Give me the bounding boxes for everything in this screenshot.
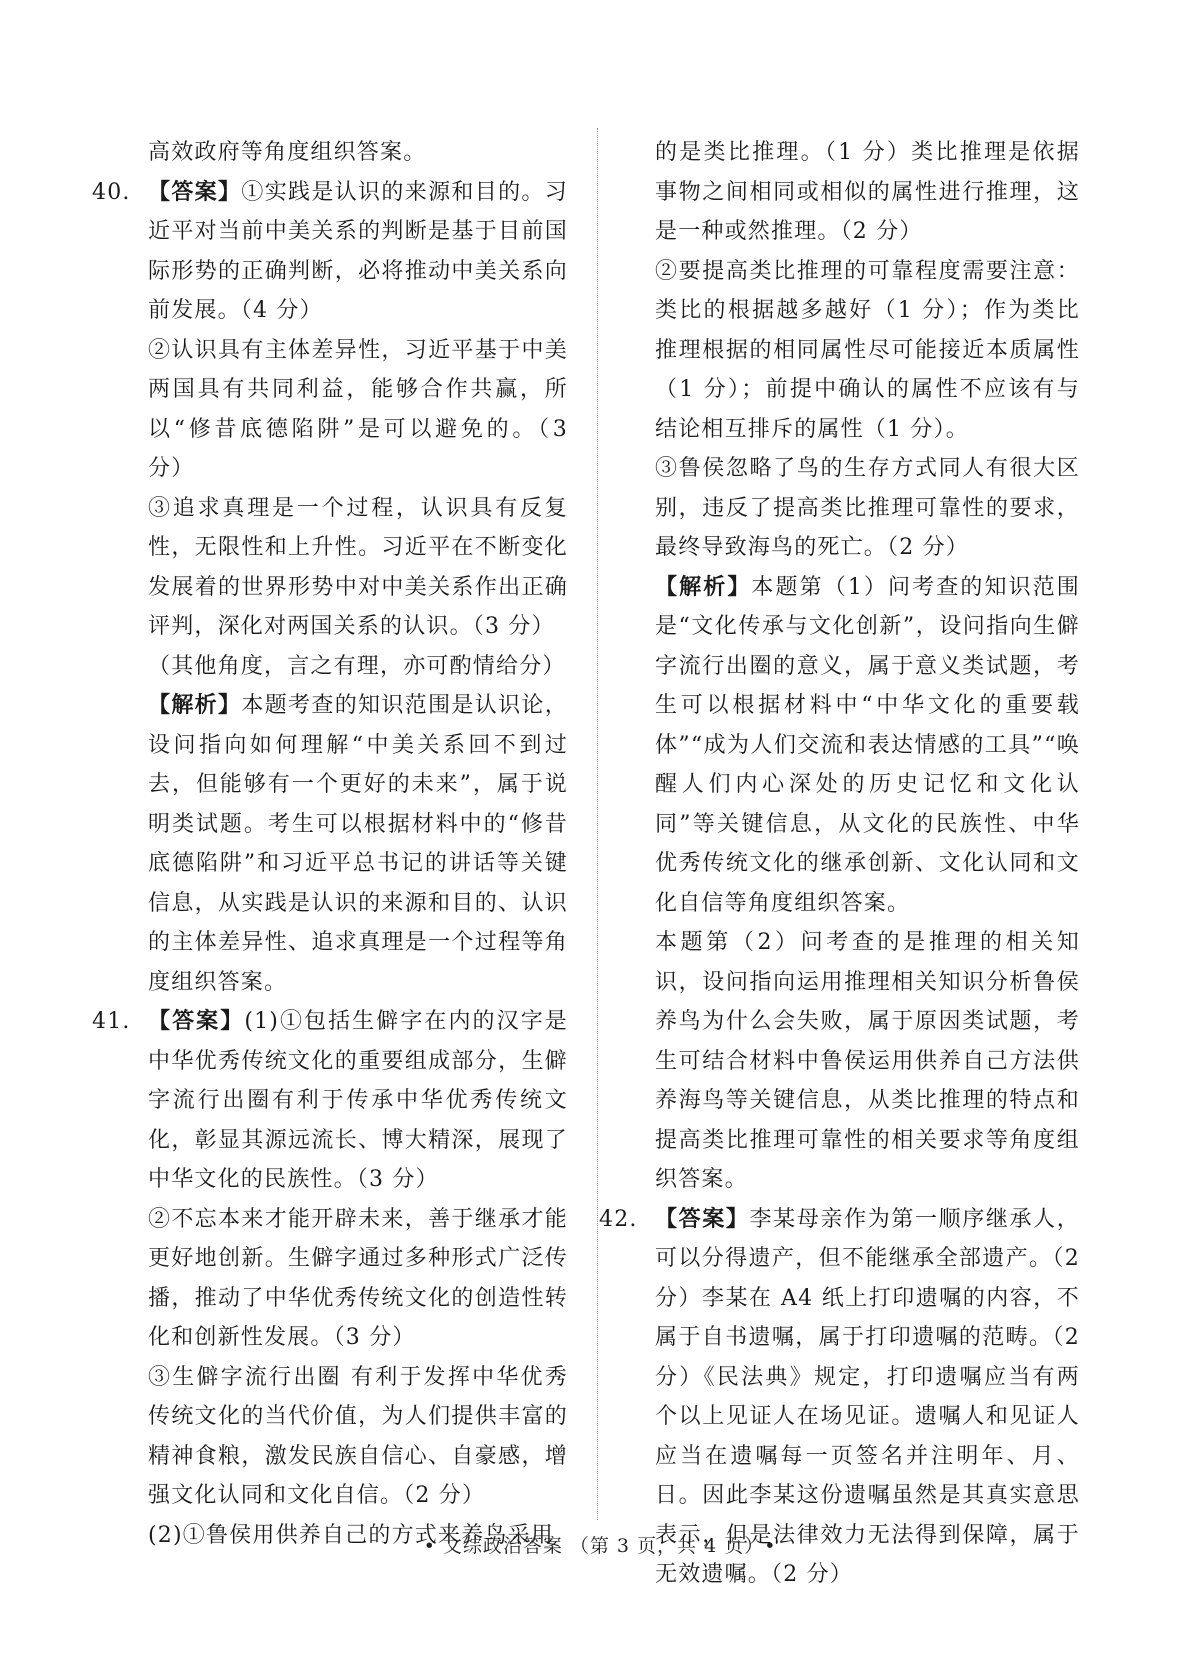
column-divider [597,128,598,1520]
analysis-paragraph-1 [655,568,1080,924]
answer-point-2: ②不忘本来才能开辟未来，善于继承才能更好地创新。生僻字通过多种形式广泛传播，推动了中华优秀传统文化的创造性转化和创新性发展。（3 分） [148,1206,568,1350]
answer-point-1 [148,1002,568,1200]
question-40 [92,173,568,1003]
answer-note: （其他角度，言之有理，亦可酌情给分） [148,653,566,679]
analysis-text: 本题第（1）问考查的知识范围是“文化传承与文化创新”，设问指向生僻字流行出圈的意义，属于意义类试题，考生可以根据材料中“中华文化的重要载体”“成为人们交流和表达情感的工具”“唤醒人们内心深处的历史记忆和文化认同”等关键信息，从文化的民族性、中华优秀传统文化的继承创新、文化认同和文化自信等角度组织答案。 [655,574,1080,916]
answer-tag: 【答案】 [148,179,242,205]
answer-tag: 【答案】 [148,1009,245,1034]
answer-point-3: ③生僻字流行出圈 有利于发挥中华优秀传统文化的当代价值，为人们提供丰富的精神食粮，激发民族自信心、自豪感，增强文化认同和文化自信。（2 分） [148,1364,568,1508]
question-number: 42. [599,1206,638,1232]
answer-continued: 的是类比推理。（1 分）类比推理是依据事物之间相同或相似的属性进行推理，这是一种或然推理。（2 分） [655,140,1080,244]
question-number: 41. [92,1009,131,1034]
continued-text: 高效政府等角度组织答案。 [148,140,427,165]
answer-point-3: ③追求真理是一个过程，认识具有反复性，无限性和上升性。习近平在不断变化发展着的世界形势中对中美关系作出正确评判，深化对两国关系的认识。（3 分） [148,495,568,639]
question-41 [92,1002,568,1555]
analysis-tag: 【解析】 [655,574,752,600]
left-column [92,133,568,1555]
analysis-paragraph-2: 本题第（2）问考查的是推理的相关知识，设问指向运用推理相关知识分析鲁侯养鸟为什么会失败，属于原因类试题，考生可结合材料中鲁侯运用供养自己方法供养海鸟等关键信息，从类比推理的特点和提高类比推理可靠性的相关要求等角度组织答案。 [655,930,1080,1192]
analysis-text: 本题考查的知识范围是认识论，设问指向如何理解“中美关系回不到过去，但能够有一个更好的未来”，属于说明类试题。考生可以根据材料中的“修昔底德陷阱”和习近平总书记的讲话等关键信息，从实践是认识的来源和目的、认识的主体差异性、追求真理是一个过程等角度组织答案。 [148,693,568,995]
analysis-tag: 【解析】 [148,693,242,718]
answer-tag: 【答案】 [655,1206,750,1232]
question-number: 40. [92,179,131,205]
answer-text: 李某母亲作为第一顺序继承人，可以分得遗产，但不能继承全部遗产。（2 分）李某在 A4 纸上打印遗嘱的内容，不属于自书遗嘱，属于打印遗嘱的范畴。（2 分）《民法典》规定，打印遗嘱应当有两个以上见证人在场见证。遗嘱人和见证人应当在遗嘱每一页签名并注明年、月、日。因此李某这份遗嘱虽然是其真实意思表示，但是法律效力无法得到保障，属于无效遗嘱。（2 分） [655,1206,1080,1587]
analysis-paragraph [148,686,568,1002]
page-footer: • 文综政治答案 （第 3 页，共 4 页）• [423,1535,777,1557]
answer-text: ①实践是认识的来源和目的。习近平对当前中美关系的判断是基于目前国际形势的正确判断，必将推动中美关系向前发展。（4 分） [148,179,568,323]
answer-point-2: ②要提高类比推理的可靠程度需要注意：类比的根据越多越好（1 分）；作为类比推理根据的相同属性尽可能接近本质属性（1 分）；前提中确认的属性不应该有与结论相互排斥的属性（1 分）。 [655,258,1080,442]
answer-point-2: ②认识具有主体差异性，习近平基于中美两国具有共同利益，能够合作共赢，所以“修昔底德陷阱”是可以避免的。（3 分） [148,337,568,481]
answer-part-2: (2)①鲁侯用供养自己的方式来养鸟采用 [148,1522,554,1548]
answer-point-1 [148,173,568,331]
answer-text: (1)①包括生僻字在内的汉字是中华优秀传统文化的重要组成部分，生僻字流行出圈有利于传承中华优秀传统文化，彰显其源远流长、博大精深，展现了中华文化的民族性。（3 分） [148,1009,568,1192]
answer-point-3: ③鲁侯忽略了鸟的生存方式同人有很大区别，违反了提高类比推理可靠性的要求，最终导致海鸟的死亡。（2 分） [655,456,1080,560]
